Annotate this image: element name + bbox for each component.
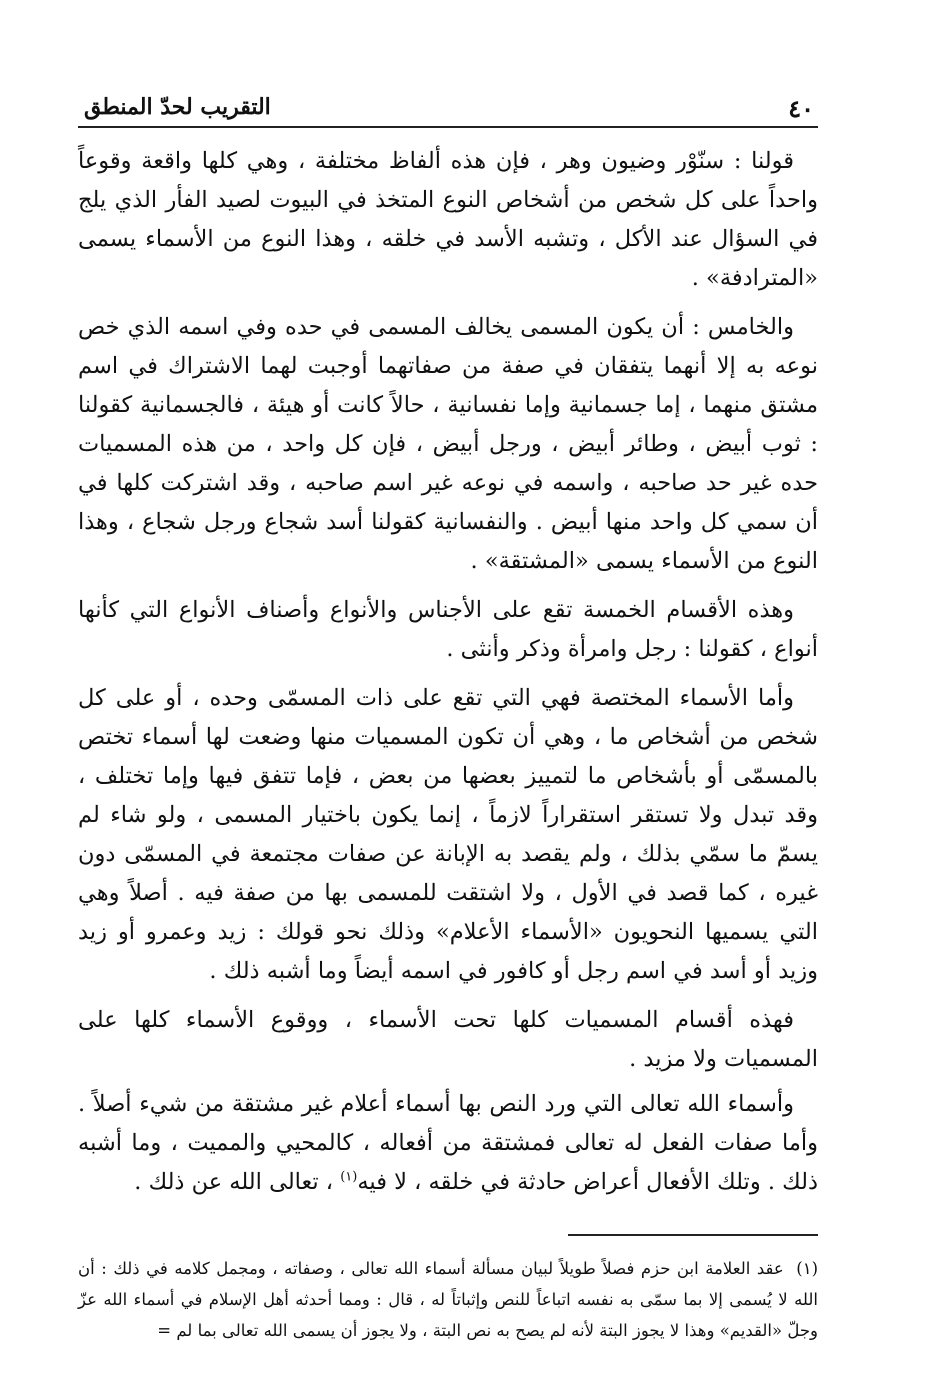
footnote-text: عقد العلامة ابن حزم فصلاً طويلاً لبيان مسألة أسماء الله تعالى ، وصفاته ، ومجمل كلامه في ذلك : أن الله لا يُسمى إلا بما سمّى به نفسه اتباعاً للنص وإثباتاً له ، قال : ومما أحدثه أهل الإسلام في أسماء الله عزّ وجلّ «القديم» وهذا لا يجوز البتة لأنه لم يصح به نص البتة ، ولا يجوز أن يسمى الله تعالى بما لم = (78, 1258, 818, 1340)
paragraph-synonyms: قولنا : سنّوْر وضيون وهر ، فإن هذه ألفاظ مختلفة ، وهي كلها واقعة وقوعاً واحداً على كل شخص من أشخاص النوع المتخذ في البيوت لصيد الفأر الذي يلج في السؤال عند الأكل ، وتشبه الأسد في خلقه ، وهذا النوع من الأسماء يسمى «المترادفة» . (78, 148, 818, 291)
footnote-reference[interactable]: (١) (340, 1169, 358, 1185)
paragraph-summary: فهذه أقسام المسميات كلها تحت الأسماء ، ووقوع الأسماء كلها على المسميات ولا مزيد . (78, 1007, 818, 1072)
footnote (78, 1253, 818, 1346)
paragraph-five-divisions: وهذه الأقسام الخمسة تقع على الأجناس والأنواع وأصناف الأنواع التي كأنها أنواع ، كقولنا : رجل وامرأة وذكر وأنثى . (78, 597, 818, 662)
names-of-god-line-3 (134, 1169, 760, 1195)
names-of-god-line-2: وأما صفات الفعل له تعالى فمشتقة من أفعاله ، كالمحيي والمميت ، وما أشبه ذلك . (78, 1130, 818, 1195)
names-of-god-line-1: وأسماء الله تعالى التي ورد النص بها أسماء أعلام غير مشتقة من شيء أصلاً . (78, 1091, 794, 1117)
paragraph-derived-names: والخامس : أن يكون المسمى يخالف المسمى في حده وفي اسمه الذي خص نوعه به إلا أنهما يتفقان في صفة من صفاتهما أوجبت لهما الاشتراك في اسم مشتق منهما ، إما جسمانية وإما نفسانية ، حالاً كانت أو هيئة ، فالجسمانية كقولنا : ثوب أبيض ، وطائر أبيض ، ورجل أبيض ، فإن كل واحد ، من هذه المسميات حده غير حد صاحبه ، واسمه في نوعه غير اسم صاحبه ، وقد اشتركت كلها في أن سمي كل واحد منها أبيض . والنفسانية كقولنا أسد شجاع ورجل شجاع ، وهذا النوع من الأسماء يسمى «المشتقة» . (78, 314, 818, 574)
names-of-god-line-3-end: ، تعالى الله عن ذلك . (134, 1169, 341, 1195)
page-number: ٤٠ (788, 94, 814, 123)
footnote-divider (568, 1234, 818, 1236)
book-page (78, 88, 818, 1362)
paragraph-proper-names: وأما الأسماء المختصة فهي التي تقع على ذات المسمّى وحده ، أو على كل شخص من أشخاص ما ، وهي أن تكون المسميات منها وضعت لها أسماء تختص بالمسمّى أو بأشخاص ما لتمييز بعضها من بعض ، فإما تتفق فيها وإما تختلف ، وقد تبدل ولا تستقر استقراراً لازماً ، إنما يكون باختيار المسمى ، ولو شاء لم يسمّ ما سمّي بذلك ، ولم يقصد به الإبانة عن صفات مجتمعة في المسمّى دون غيره ، كما قصد في الأول ، ولا اشتقت للمسمى بها من صفة فيه . أصلاً وهي التي يسميها النحويون «الأسماء الأعلام» وذلك نحو قولك : زيد وعمرو أو زيد وزيد أو أسد في اسم رجل أو كافور في اسمه أيضاً وما أشبه ذلك . (78, 685, 818, 984)
body-text (78, 142, 818, 1202)
book-title: التقريب لحدّ المنطق (84, 94, 271, 120)
running-header (78, 88, 818, 128)
paragraph-names-of-god (78, 1085, 818, 1202)
names-of-god-line-3-start: وتلك الأفعال أعراض حادثة في خلقه ، لا فيه (357, 1169, 761, 1195)
footnote-marker: (١) (796, 1258, 818, 1278)
